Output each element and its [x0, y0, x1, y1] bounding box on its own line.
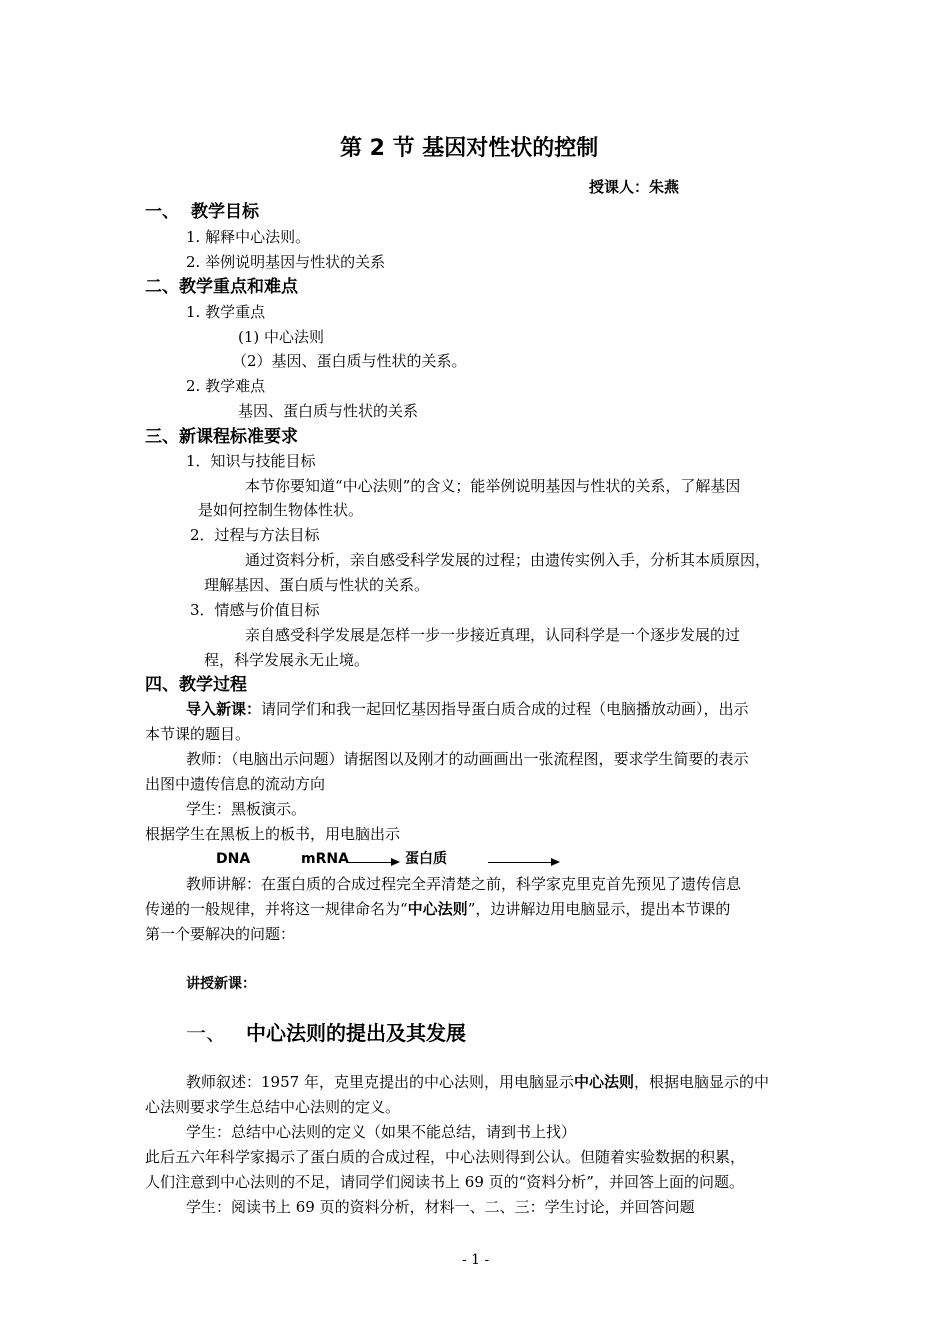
intro-text: 请同学们和我一起回忆基因指导蛋白质合成的过程（电脑播放动画），出示 [261, 700, 749, 718]
intro-label: 导入新课： [186, 700, 262, 718]
section1-item-1: 1. 解释中心法则。 [186, 228, 311, 246]
goal3-text-line1: 亲自感受科学发展是怎样一步一步接近真理，认同科学是一个逐步发展的过 [245, 626, 741, 644]
flow-arrow-1 [346, 862, 398, 863]
part1-number: 一、 [186, 1021, 226, 1045]
flow-mrna-label: mRNA [301, 851, 349, 867]
goal1-label: 1．知识与技能目标 [186, 452, 316, 470]
goal1-text-line2: 是如何控制生物体性状。 [198, 501, 364, 519]
explain-line3: 第一个要解决的问题： [145, 925, 296, 943]
teacher-line2: 出图中遗传信息的流动方向 [145, 775, 326, 793]
section1-item-2: 2. 举例说明基因与性状的关系 [186, 253, 386, 271]
intro-line2: 本节课的题目。 [145, 725, 251, 743]
section1-number: 一、 [145, 202, 179, 222]
key-point-1: (1) 中心法则 [238, 328, 325, 346]
flow-dna-label: DNA [216, 851, 251, 867]
narration-line2: 心法则要求学生总结中心法则的定义。 [145, 1098, 401, 1116]
paragraph-line1: 此后五六年科学家揭示了蛋白质的合成过程，中心法则得到公认。但随着实验数据的积累， [145, 1148, 746, 1166]
goal1-text-line1: 本节你要知道“中心法则”的含义；能举例说明基因与性状的关系，了解基因 [245, 477, 741, 495]
difficult-points-label: 2. 教学难点 [186, 377, 266, 395]
section4-heading: 四、教学过程 [145, 675, 247, 695]
section2-heading: 二、教学重点和难点 [145, 277, 298, 297]
board-line: 根据学生在黑板上的板书，用电脑出示 [145, 825, 401, 843]
page-number: - 1 - [462, 1252, 490, 1268]
difficult-point-text: 基因、蛋白质与性状的关系 [238, 402, 419, 420]
part1-heading: 中心法则的提出及其发展 [246, 1021, 466, 1045]
goal3-text-line2: 程，科学发展永无止境。 [204, 651, 370, 669]
new-lesson-label: 讲授新课： [186, 976, 256, 992]
student-reading-line: 学生：阅读书上 69 页的资料分析，材料一、二、三：学生讨论，并回答问题 [186, 1198, 695, 1216]
explain-line2: 传递的一般规律，并将这一规律命名为“中心法则”，边讲解边用电脑显示，提出本节课的 [145, 900, 731, 918]
goal3-label: 3．情感与价值目标 [190, 601, 320, 619]
section1-heading: 教学目标 [191, 202, 259, 222]
goal2-text-line1: 通过资料分析，亲自感受科学发展的过程；由遗传实例入手，分析其本质原因， [245, 551, 771, 569]
goal2-label: 2．过程与方法目标 [190, 526, 320, 544]
intro-line1 [186, 699, 749, 719]
explain-line1: 教师讲解：在蛋白质的合成过程完全弄清楚之前，科学家克里克首先预见了遗传信息 [186, 875, 742, 893]
key-point-2: （2）基因、蛋白质与性状的关系。 [232, 352, 467, 370]
paragraph-line2: 人们注意到中心法则的不足，请同学们阅读书上 69 页的“资料分析”，并回答上面的问题。 [145, 1173, 744, 1191]
flow-arrow-2 [488, 862, 558, 863]
central-dogma-term-2: 中心法则 [573, 1073, 634, 1091]
flow-protein-label: 蛋白质 [405, 851, 447, 867]
section3-heading: 三、新课程标准要求 [145, 427, 298, 447]
narration-line1: 教师叙述：1957 年，克里克提出的中心法则，用电脑显示中心法则，根据电脑显示的中 [186, 1073, 769, 1091]
central-dogma-term: 中心法则 [407, 900, 468, 918]
key-points-label: 1. 教学重点 [186, 303, 266, 321]
goal2-text-line2: 理解基因、蛋白质与性状的关系。 [204, 576, 430, 594]
student-summary-line: 学生：总结中心法则的定义（如果不能总结，请到书上找） [186, 1123, 577, 1141]
teacher-line1: 教师：（电脑出示问题）请据图以及刚才的动画画出一张流程图，要求学生简要的表示 [186, 750, 749, 768]
student-line: 学生：黑板演示。 [186, 800, 307, 818]
page-title: 第 2 节 基因对性状的控制 [340, 136, 599, 161]
author-line: 授课人：朱燕 [589, 178, 680, 196]
